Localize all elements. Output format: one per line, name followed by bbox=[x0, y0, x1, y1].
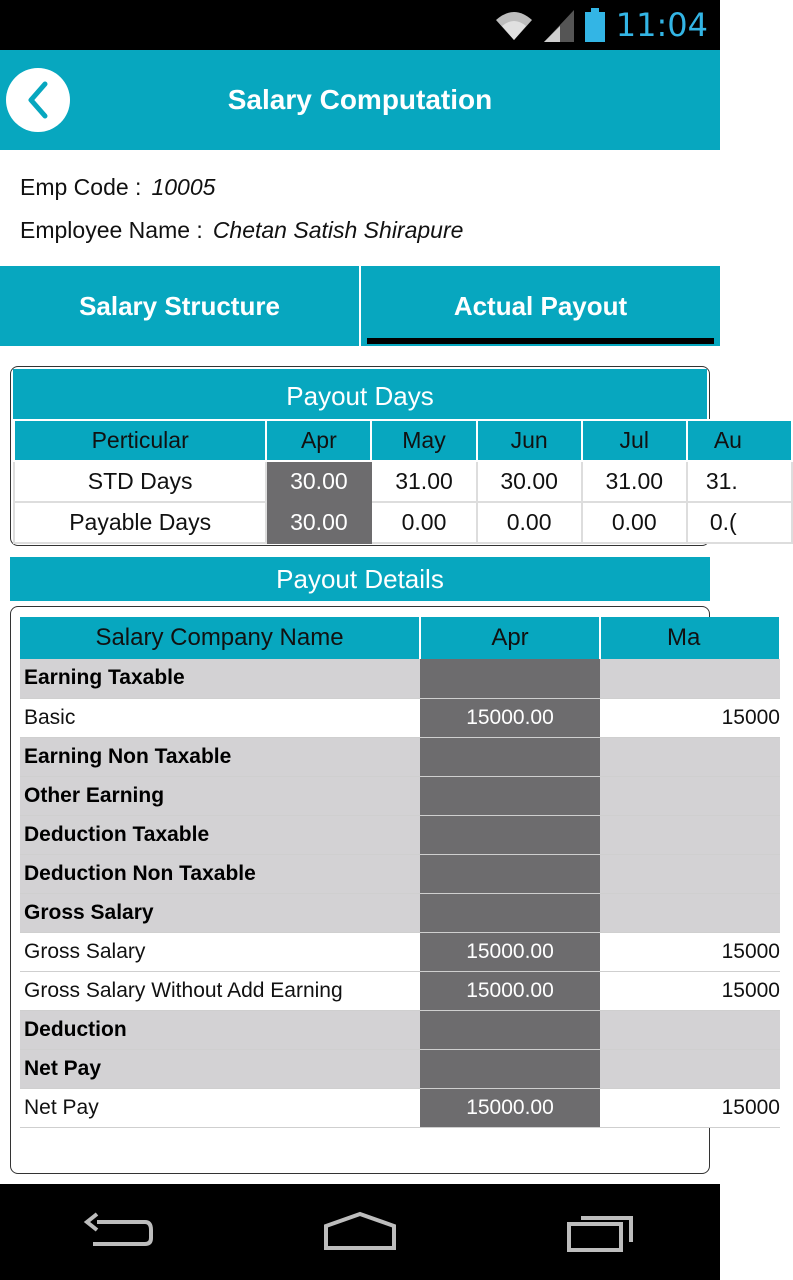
apr-value bbox=[420, 854, 600, 893]
table-cell: 0.00 bbox=[582, 502, 687, 543]
payout-days-title: Payout Days bbox=[13, 369, 707, 419]
payout-details-scroll[interactable] bbox=[20, 617, 780, 1128]
table-row bbox=[20, 893, 780, 932]
wifi-icon bbox=[494, 8, 534, 42]
row-name: Deduction Non Taxable bbox=[20, 854, 420, 893]
header-cell: Salary Company Name bbox=[20, 617, 420, 659]
may-value: 15000 bbox=[600, 971, 780, 1010]
payout-details-header-row bbox=[20, 617, 780, 659]
back-nav-icon[interactable] bbox=[83, 1210, 155, 1254]
header-cell: Perticular bbox=[14, 420, 266, 461]
table-row bbox=[14, 461, 792, 502]
table-row bbox=[20, 776, 780, 815]
may-value bbox=[600, 737, 780, 776]
status-icons bbox=[494, 6, 708, 44]
apr-value: 15000.00 bbox=[420, 1088, 600, 1127]
row-name: Deduction bbox=[20, 1010, 420, 1049]
employee-name-label: Employee Name : bbox=[20, 217, 203, 243]
row-name: Gross Salary Without Add Earning bbox=[20, 971, 420, 1010]
may-value bbox=[600, 893, 780, 932]
header-cell: Jun bbox=[477, 420, 582, 461]
table-row bbox=[20, 815, 780, 854]
status-time: 11:04 bbox=[615, 6, 708, 44]
may-value bbox=[600, 659, 780, 698]
apr-value bbox=[420, 776, 600, 815]
table-row bbox=[20, 659, 780, 698]
may-value: 15000 bbox=[600, 1088, 780, 1127]
apr-value bbox=[420, 659, 600, 698]
battery-icon bbox=[584, 8, 606, 42]
signal-icon bbox=[544, 8, 574, 42]
row-name: Gross Salary bbox=[20, 893, 420, 932]
apr-value bbox=[420, 1010, 600, 1049]
payout-days-header-row bbox=[14, 420, 792, 461]
table-row bbox=[20, 932, 780, 971]
nav-bar bbox=[0, 1184, 720, 1280]
emp-code-label: Emp Code : bbox=[20, 174, 142, 200]
employee-name-value: Chetan Satish Shirapure bbox=[212, 217, 464, 243]
home-icon[interactable] bbox=[322, 1210, 398, 1254]
apr-value: 15000.00 bbox=[420, 698, 600, 737]
tab-label: Actual Payout bbox=[453, 290, 628, 321]
apr-value bbox=[420, 1049, 600, 1088]
table-row bbox=[20, 971, 780, 1010]
apr-value bbox=[420, 815, 600, 854]
payout-days-card bbox=[10, 366, 742, 546]
emp-code-row bbox=[20, 174, 215, 201]
table-cell: 30.00 bbox=[266, 502, 371, 543]
table-cell: 31. bbox=[687, 461, 792, 502]
table-row bbox=[20, 737, 780, 776]
header-cell: May bbox=[371, 420, 476, 461]
payout-details-body bbox=[20, 659, 780, 1127]
table-cell: 31.00 bbox=[371, 461, 476, 502]
tab-label: Salary Structure bbox=[79, 290, 280, 321]
table-cell: 31.00 bbox=[582, 461, 687, 502]
may-value: 15000 bbox=[600, 698, 780, 737]
status-bar bbox=[0, 0, 720, 50]
tab-selected-indicator bbox=[367, 338, 714, 344]
row-name: Net Pay bbox=[20, 1049, 420, 1088]
payout-days-table bbox=[13, 419, 793, 544]
app-bar bbox=[0, 50, 720, 150]
apr-value: 15000.00 bbox=[420, 932, 600, 971]
row-name: Net Pay bbox=[20, 1088, 420, 1127]
table-cell: 30.00 bbox=[266, 461, 371, 502]
payout-details-title: Payout Details bbox=[10, 557, 710, 601]
recent-apps-icon[interactable] bbox=[565, 1210, 637, 1254]
header-cell: Au bbox=[687, 420, 792, 461]
table-row bbox=[20, 854, 780, 893]
page-title: Salary Computation bbox=[227, 84, 493, 115]
tab-bar bbox=[0, 266, 720, 346]
emp-code-value: 10005 bbox=[151, 174, 216, 200]
row-label: Payable Days bbox=[14, 502, 266, 543]
table-cell: 0.00 bbox=[371, 502, 476, 543]
payout-details-table bbox=[20, 617, 781, 1128]
table-cell: 30.00 bbox=[477, 461, 582, 502]
row-name: Basic bbox=[20, 698, 420, 737]
may-value bbox=[600, 815, 780, 854]
table-cell: 0.00 bbox=[477, 502, 582, 543]
header-cell: Apr bbox=[266, 420, 371, 461]
may-value: 15000 bbox=[600, 932, 780, 971]
apr-value: 15000.00 bbox=[420, 971, 600, 1010]
may-value bbox=[600, 1049, 780, 1088]
table-row bbox=[20, 1049, 780, 1088]
apr-value bbox=[420, 737, 600, 776]
table-cell: 0.( bbox=[687, 502, 792, 543]
header-cell: Ma bbox=[600, 617, 780, 659]
table-row bbox=[20, 1088, 780, 1127]
row-name: Deduction Taxable bbox=[20, 815, 420, 854]
tab-salary-structure[interactable] bbox=[0, 266, 359, 346]
row-label: STD Days bbox=[14, 461, 266, 502]
table-row bbox=[20, 1010, 780, 1049]
row-name: Earning Taxable bbox=[20, 659, 420, 698]
may-value bbox=[600, 776, 780, 815]
header-cell: Apr bbox=[420, 617, 600, 659]
table-row bbox=[20, 698, 780, 737]
row-name: Other Earning bbox=[20, 776, 420, 815]
table-row bbox=[14, 502, 792, 543]
may-value bbox=[600, 854, 780, 893]
employee-name-row bbox=[20, 217, 463, 244]
may-value bbox=[600, 1010, 780, 1049]
row-name: Gross Salary bbox=[20, 932, 420, 971]
header-cell: Jul bbox=[582, 420, 687, 461]
payout-details-card bbox=[10, 606, 780, 1174]
apr-value bbox=[420, 893, 600, 932]
row-name: Earning Non Taxable bbox=[20, 737, 420, 776]
tab-actual-payout[interactable] bbox=[359, 266, 720, 346]
